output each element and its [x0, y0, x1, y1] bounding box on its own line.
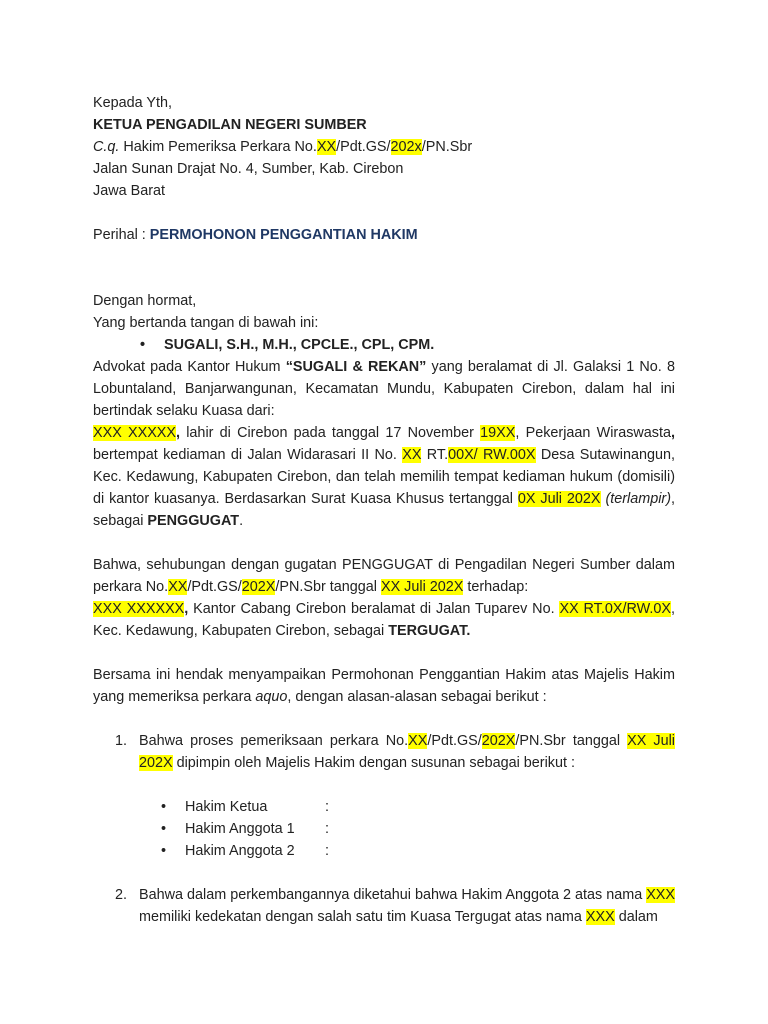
case-no-highlight: XX: [316, 139, 337, 155]
plaintiff-comma: ,: [176, 425, 181, 441]
reason-1-case-year-highlight: 202X: [481, 733, 516, 749]
defendant-addr-highlight: XX RT.0X/RW.0X: [559, 601, 671, 617]
poa-date-highlight: 0X Juli 202X: [517, 491, 601, 507]
defendant-comma: ,: [184, 601, 189, 617]
plaintiff-t8: .: [239, 513, 244, 529]
attached-note: (terlampir): [605, 491, 671, 507]
advocate-name: • SUGALI, S.H., M.H., CPCLE., CPL, CPM.: [93, 334, 675, 356]
case-mid: /Pdt.GS/: [336, 139, 391, 155]
reason-2-name2-highlight: XXX: [585, 909, 615, 925]
reason-2-text: [139, 884, 675, 928]
intro: Yang bertanda tangan di bawah ini:: [93, 315, 319, 331]
plaintiff-t1: lahir di Cirebon pada tanggal 17 November: [180, 425, 481, 441]
reason-2-name1-highlight: XXX: [646, 887, 675, 903]
recipient: KETUA PENGADILAN NEGERI SUMBER: [93, 117, 367, 133]
cq-prefix: C.q.: [93, 139, 120, 155]
defendant-t2: , Kec. Kedawung, Kabupaten Cirebon, sebagai: [93, 601, 675, 639]
rt-rw-highlight: 00X/ RW.00X: [448, 447, 536, 463]
judge-colon: :: [325, 799, 329, 815]
suit-paragraph: [93, 554, 675, 598]
subject-line: [93, 224, 675, 246]
reason-1-t4: dipimpin oleh Majelis Hakim dengan susunan sebagai berikut :: [172, 755, 575, 771]
salutation: Kepada Yth,: [93, 95, 172, 111]
judge-label: Hakim Ketua: [185, 799, 268, 815]
reason-2-t1: Bahwa dalam perkembangannya diketahui bahwa Hakim Anggota 2 atas nama: [139, 887, 647, 903]
subject-title: PERMOHONON PENGGANTIAN HAKIM: [149, 227, 418, 243]
defendant-paragraph: [93, 598, 675, 642]
judge-item: [139, 818, 675, 840]
request-paragraph: [93, 664, 675, 708]
suit-t3: /PN.Sbr tanggal: [275, 579, 381, 595]
reason-item-1: [93, 730, 675, 884]
judge-colon: :: [325, 821, 329, 837]
reason-1-date-highlight: XX Juli 202X: [139, 733, 676, 771]
cq-text: Hakim Pemeriksa Perkara No.: [119, 139, 317, 155]
advocate-list: [93, 334, 675, 356]
reason-1-t3: /PN.Sbr tanggal: [515, 733, 628, 749]
reason-1-text: [139, 730, 675, 774]
plaintiff-comma-2: ,: [671, 425, 675, 441]
advocate-prefix: Advokat pada Kantor Hukum: [93, 359, 286, 375]
reason-number: 2.: [115, 887, 128, 903]
address-line-1: Jalan Sunan Drajat No. 4, Sumber, Kab. Cirebon: [93, 161, 404, 177]
request-t2: , dengan alasan-alasan sebagai berikut :: [287, 689, 547, 705]
suit-date-highlight: XX Juli 202X: [380, 579, 464, 595]
reason-2-t3: dalam: [614, 909, 658, 925]
plaintiff-name-highlight: XXX XXXXX: [93, 425, 177, 441]
reason-number: 1.: [115, 733, 128, 749]
defendant-t1: Kantor Cabang Cirebon beralamat di Jalan Tuparev No.: [188, 601, 560, 617]
judge-item: [139, 796, 675, 818]
reason-2-t2: memiliki kedekatan dengan salah satu tim Kuasa Tergugat atas nama: [139, 909, 586, 925]
judge-item: [139, 840, 675, 862]
judge-label: Hakim Anggota 2: [185, 843, 295, 859]
plaintiff-t2: , Pekerjaan Wiraswasta: [515, 425, 671, 441]
birth-year-highlight: 19XX: [480, 425, 516, 441]
advocate-paragraph: [93, 356, 675, 422]
judge-colon: :: [325, 843, 329, 859]
reason-1-case-no-highlight: XX: [408, 733, 428, 749]
house-no-highlight: XX: [402, 447, 422, 463]
plaintiff-t5: Desa Sutawinangun, Kec. Kedawung, Kabupaten Cirebon, dan telah memilih tempat kediaman hukum (domisili) di kantor kuasanya. Berdasarkan Surat Kuasa Khusus tertanggal: [93, 447, 675, 507]
reason-item-2: [93, 884, 675, 928]
address-line-2: Jawa Barat: [93, 183, 165, 199]
letter-body: [93, 92, 675, 928]
aquo-term: aquo: [255, 689, 288, 705]
firm-name: “SUGALI & REKAN”: [285, 359, 427, 375]
plaintiff-t7: , sebagai: [93, 491, 675, 529]
subject-label: Perihal :: [93, 227, 150, 243]
defendant-name-highlight: XXX XXXXXX: [93, 601, 185, 617]
case-suffix: /PN.Sbr: [421, 139, 473, 155]
request-t1: Bersama ini hendak menyampaikan Permohonan Penggantian Hakim atas Majelis Hakim yang memeriksa perkara: [93, 667, 675, 705]
suit-case-no-highlight: XX: [168, 579, 188, 595]
suit-t2: /Pdt.GS/: [187, 579, 242, 595]
plaintiff-role: PENGGUGAT: [147, 513, 240, 529]
judge-label: Hakim Anggota 1: [185, 821, 295, 837]
plaintiff-t4: RT.: [421, 447, 449, 463]
suit-t1: Bahwa, sehubungan dengan gugatan PENGGUGAT di Pengadilan Negeri Sumber dalam perkara No.: [93, 557, 675, 595]
case-year-highlight: 202x: [390, 139, 422, 155]
suit-t4: terhadap:: [463, 579, 529, 595]
reason-1-t1: Bahwa proses pemeriksaan perkara No.: [139, 733, 409, 749]
reasons-list: [93, 730, 675, 928]
plaintiff-paragraph: [93, 422, 675, 532]
cq-line: [93, 136, 675, 158]
judge-list: [139, 796, 675, 862]
plaintiff-t3: bertempat kediaman di Jalan Widarasari II No.: [93, 447, 403, 463]
reason-1-t2: /Pdt.GS/: [427, 733, 482, 749]
suit-case-year-highlight: 202X: [241, 579, 276, 595]
advocate-rest: yang beralamat di Jl. Galaksi 1 No. 8 Lobuntaland, Banjarwangunan, Kecamatan Mundu, Kabupaten Cirebon, dalam hal ini bertindak selaku Kuasa dari:: [93, 359, 675, 419]
defendant-role: TERGUGAT.: [388, 623, 471, 639]
greeting: Dengan hormat,: [93, 293, 197, 309]
